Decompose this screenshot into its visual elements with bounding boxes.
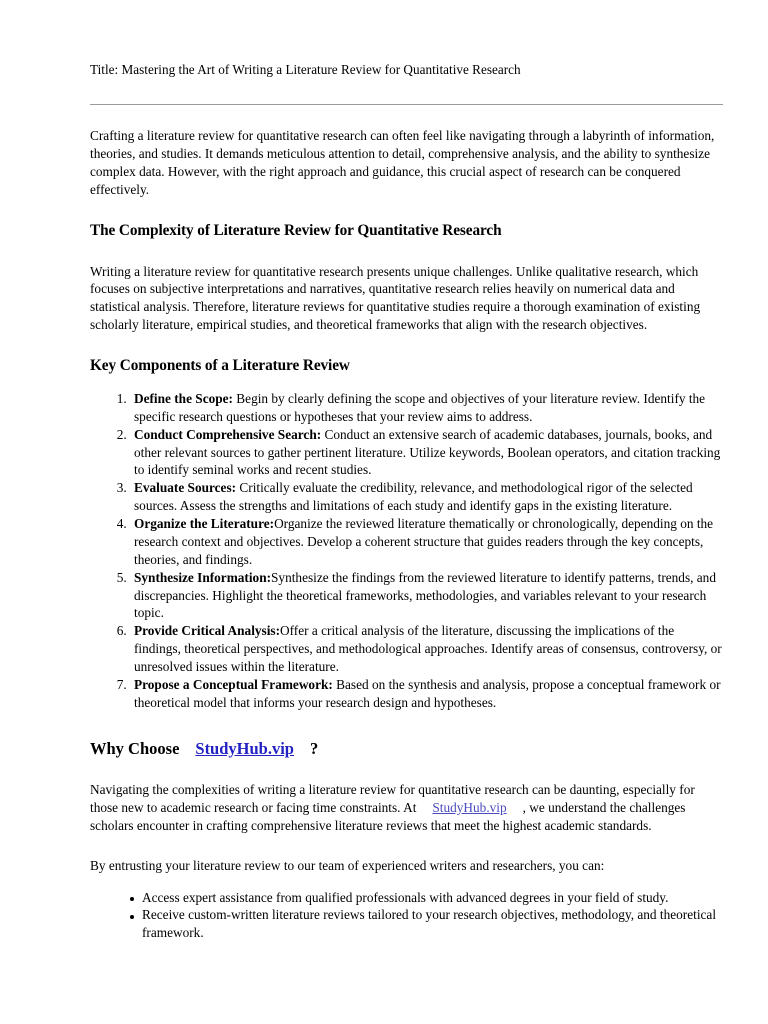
list-item-text: Offer a critical analysis of the literature, discussing the implications of the findings, theoretical perspectives, and methodological approaches. Identify areas of consensus, controversy, or unresolved issues within the literature. <box>134 623 722 675</box>
list-item-lead: Define the Scope: <box>134 390 233 406</box>
title-divider <box>90 104 723 105</box>
list-item <box>130 515 724 569</box>
list-item-text: Conduct an extensive search of academic databases, journals, books, and other relevant sources to gather pertinent literature. Utilize keywords, Boolean operators, and citation tracking to identify seminal works and recent studies. <box>134 426 721 478</box>
why-choose-suffix: ? <box>310 738 319 758</box>
section-paragraph-complexity: Writing a literature review for quantitative research presents unique challenges. Unlike qualitative research, which focuses on subjective interpretations and narratives, quantitative research relies heavily on numerical data and statistical analysis. Therefore, literature reviews for quantitative studies require a thorough examination of existing scholarly literature, empirical studies, and theoretical frameworks that align with the research objectives. <box>90 263 701 333</box>
list-item: Receive custom-written literature reviews tailored to your research objectives, methodology, and theoretical framework. <box>132 906 724 942</box>
list-item-text: Organize the reviewed literature thematically or chronologically, depending on the research context and objectives. Develop a coherent structure that guides readers through the key concepts, theories, and findings. <box>134 516 714 567</box>
list-item-text: Critically evaluate the credibility, relevance, and methodological rigor of the selected sources. Assess the strengths and limitations of each study and identify gaps in the existing literature. <box>134 480 693 514</box>
why-choose-paragraph-part2: , we understand the challenges scholars encounter in crafting comprehensive literature reviews that meet the highest academic standards. <box>90 799 686 833</box>
section-heading-key-components: Key Components of a Literature Review <box>90 357 350 375</box>
list-item: Access expert assistance from qualified professionals with advanced degrees in your field of study. <box>132 889 724 907</box>
list-item-text: Synthesize the findings from the reviewed literature to identify patterns, trends, and discrepancies. Highlight the theoretical frameworks, methodologies, and variables relevant to your research topic. <box>134 569 716 621</box>
list-item-lead: Evaluate Sources: <box>134 480 237 496</box>
section-heading-complexity: The Complexity of Literature Review for Quantitative Research <box>90 221 502 239</box>
list-item-lead: Conduct Comprehensive Search: <box>134 426 322 442</box>
list-item <box>130 479 724 515</box>
document-content <box>90 60 724 942</box>
studyhub-brand-link[interactable]: StudyHub.vip <box>195 738 294 758</box>
list-item-lead: Provide Critical Analysis: <box>134 623 281 639</box>
list-item-text: Begin by clearly defining the scope and objectives of your literature review. Identify the specific research questions or hypotheses that your review aims to address. <box>134 390 706 424</box>
studyhub-inline-link[interactable]: StudyHub.vip <box>432 799 507 815</box>
why-choose-paragraph-part1: Navigating the complexities of writing a literature review for quantitative research can be daunting, especially for those new to academic research or facing time constraints. At <box>90 782 695 815</box>
why-choose-prefix: Why Choose <box>90 738 180 758</box>
why-choose-paragraph <box>90 781 724 835</box>
list-item <box>130 426 724 480</box>
section-heading-why-choose <box>90 738 724 759</box>
benefits-list <box>90 889 724 943</box>
list-item-lead: Synthesize Information: <box>134 569 272 585</box>
list-item <box>130 622 724 676</box>
key-components-list <box>90 390 724 712</box>
list-item <box>130 676 724 712</box>
benefits-intro-paragraph: By entrusting your literature review to our team of experienced writers and researchers, you can: <box>90 857 605 873</box>
list-item <box>130 569 724 623</box>
list-item <box>130 390 724 426</box>
intro-paragraph: Crafting a literature review for quantitative research can often feel like navigating through a labyrinth of information, theories, and studies. It demands meticulous attention to detail, comprehensive analysis, and the ability to synthesize complex data. However, with the right approach and guidance, this crucial aspect of research can be conquered effectively. <box>90 128 715 197</box>
list-item-lead: Propose a Conceptual Framework: <box>134 676 333 692</box>
list-item-text: Based on the synthesis and analysis, propose a conceptual framework or theoretical model that informs your research design and hypotheses. <box>134 676 721 710</box>
document-title: Title: Mastering the Art of Writing a Literature Review for Quantitative Research <box>90 62 521 77</box>
list-item-lead: Organize the Literature: <box>134 516 275 532</box>
